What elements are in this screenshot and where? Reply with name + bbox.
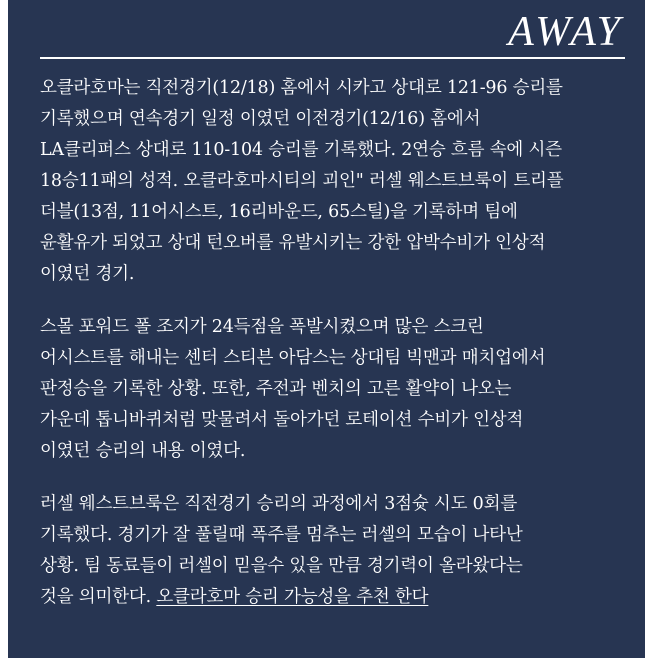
paragraph-line: 기록했으며 연속경기 일정 이였던 이전경기(12/16) 홈에서 bbox=[40, 109, 481, 129]
paragraph-line: 상황. 팀 동료들이 러셀이 믿을수 있을 만큼 경기력이 올라왔다는 bbox=[40, 556, 523, 576]
paragraph-line: 판정승을 기록한 상황. 또한, 주전과 벤치의 고른 활약이 나오는 bbox=[40, 379, 512, 399]
away-title: AWAY bbox=[508, 9, 623, 55]
recommendation-link[interactable]: 오클라호마 승리 가능성을 추천 한다 bbox=[156, 587, 429, 607]
paragraph-line: 스몰 포워드 폴 조지가 24득점을 폭발시켰으며 많은 스크린 bbox=[40, 317, 484, 337]
title-divider bbox=[40, 57, 625, 59]
paragraph-line: 어시스트를 해내는 센터 스티븐 아담스는 상대팀 빅맨과 매치업에서 bbox=[40, 348, 546, 368]
paragraph-line: 가운데 톱니바퀴처럼 맞물려서 돌아가던 로테이션 수비가 인상적 bbox=[40, 410, 524, 430]
last-line-text: 것을 의미한다. bbox=[40, 587, 157, 607]
paragraph-line: 기록했다. 경기가 잘 풀릴때 폭주를 멈추는 러셀의 모습이 나타난 bbox=[40, 525, 523, 545]
paragraph-line: 오클라호마는 직전경기(12/18) 홈에서 시카고 상대로 121-96 승리를 bbox=[40, 78, 563, 98]
paragraph-line: 더블(13점, 11어시스트, 16리바운드, 65스틸)을 기록하며 팀에 bbox=[40, 202, 518, 222]
paragraph-3 bbox=[40, 489, 630, 613]
paragraph-line: 러셀 웨스트브룩은 직전경기 승리의 과정에서 3점슛 시도 0회를 bbox=[40, 494, 518, 514]
paragraph-line: 이였던 승리의 내용 이였다. bbox=[40, 441, 246, 461]
paragraph-last-line bbox=[40, 582, 630, 613]
paragraph-line: LA클리퍼스 상대로 110-104 승리를 기록했다. 2연승 흐름 속에 시즌 bbox=[40, 140, 562, 160]
article-body bbox=[40, 73, 630, 635]
paragraph-line: 윤활유가 되었고 상대 턴오버를 유발시키는 강한 압박수비가 인상적 bbox=[40, 233, 546, 253]
away-panel bbox=[8, 0, 645, 658]
paragraph-line: 18승11패의 성적. 오클라호마시티의 괴인" 러셀 웨스트브룩이 트리플 bbox=[40, 171, 564, 191]
paragraph-2 bbox=[40, 312, 630, 467]
paragraph-1 bbox=[40, 73, 630, 290]
paragraph-line: 이였던 경기. bbox=[40, 264, 135, 284]
